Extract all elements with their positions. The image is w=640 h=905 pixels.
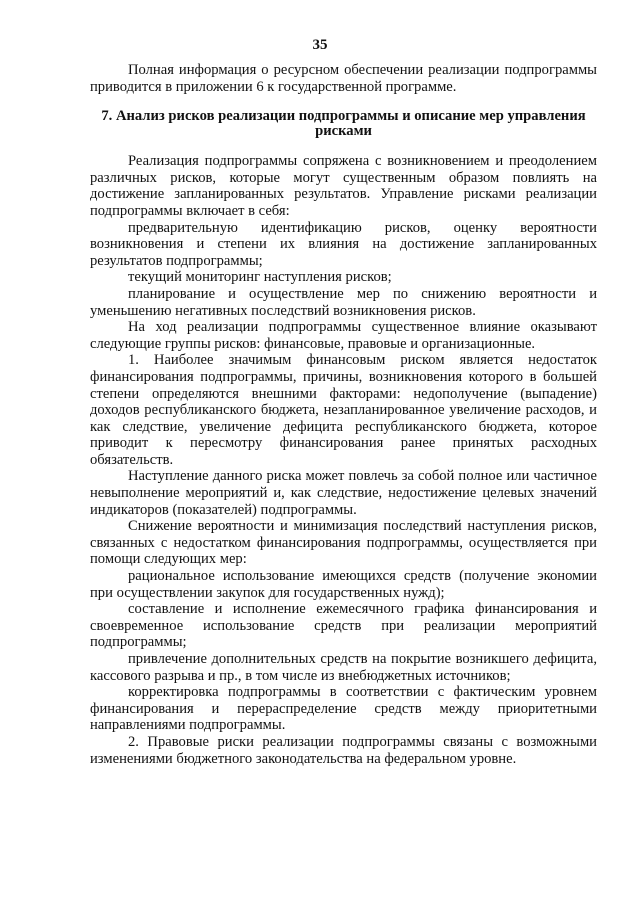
paragraph: 2. Правовые риски реализации подпрограммы связаны с возможными изменениями бюджетного законодательства на федеральном уровне. xyxy=(90,733,597,767)
page-number: 35 xyxy=(312,37,328,53)
paragraph: На ход реализации подпрограммы существенное влияние оказывают следующие группы рисков: финансовые, правовые и организационные. xyxy=(90,319,597,352)
section-heading: 7. Анализ рисков реализации подпрограммы и описание мер управления рисками xyxy=(101,108,586,140)
paragraph: Реализация подпрограммы сопряжена с возникновением и преодолением различных рисков, которые могут существенным образом повлиять на достижение запланированных результатов. Управление рисками реализации подпрограммы включает в себя: xyxy=(90,153,597,219)
paragraph: Наступление данного риска может повлечь за собой полное или частичное невыполнение мероприятий и, как следствие, недостижение целевых значений индикаторов (показателей) подпрограммы. xyxy=(90,468,597,518)
document-body xyxy=(90,62,597,767)
paragraph: составление и исполнение ежемесячного графика финансирования и своевременное использование средств при реализации мероприятий подпрограммы; xyxy=(90,601,597,651)
paragraph: текущий мониторинг наступления рисков; xyxy=(128,269,392,286)
intro-paragraph: Полная информация о ресурсном обеспечении реализации подпрограммы приводится в приложении 6 к государственной программе. xyxy=(90,62,597,95)
paragraph: привлечение дополнительных средств на покрытие возникшего дефицита, кассового разрыва и пр., в том числе из внебюджетных источников; xyxy=(90,651,597,684)
paragraph: Снижение вероятности и минимизация последствий наступления рисков, связанных с недостатком финансирования подпрограммы, осуществляется при помощи следующих мер: xyxy=(90,518,597,568)
paragraph: корректировка подпрограммы в соответствии с фактическим уровнем финансирования и перераспределение средств между приоритетными направлениями подпрограммы. xyxy=(90,684,597,734)
paragraph: планирование и осуществление мер по снижению вероятности и уменьшению негативных последствий возникновения рисков. xyxy=(90,285,597,319)
paragraph: рациональное использование имеющихся средств (получение экономии при осуществлении закупок для государственных нужд); xyxy=(90,568,597,601)
paragraph: 1. Наиболее значимым финансовым риском является недостаток финансирования подпрограммы, причины, возникновения которого в большей степени определяются внешними факторами: недополучение (выпадение) доходов республиканского бюджета, незапланированное увеличение расходов, и как следствие, увеличение дефицита республиканского бюджета, которое приводит к пересмотру финансирования ранее принятых расходных обязательств. xyxy=(90,352,597,468)
paragraph: предварительную идентификацию рисков, оценку вероятности возникновения и степени их влияния на достижение запланированных результатов подпрограммы; xyxy=(90,219,597,269)
